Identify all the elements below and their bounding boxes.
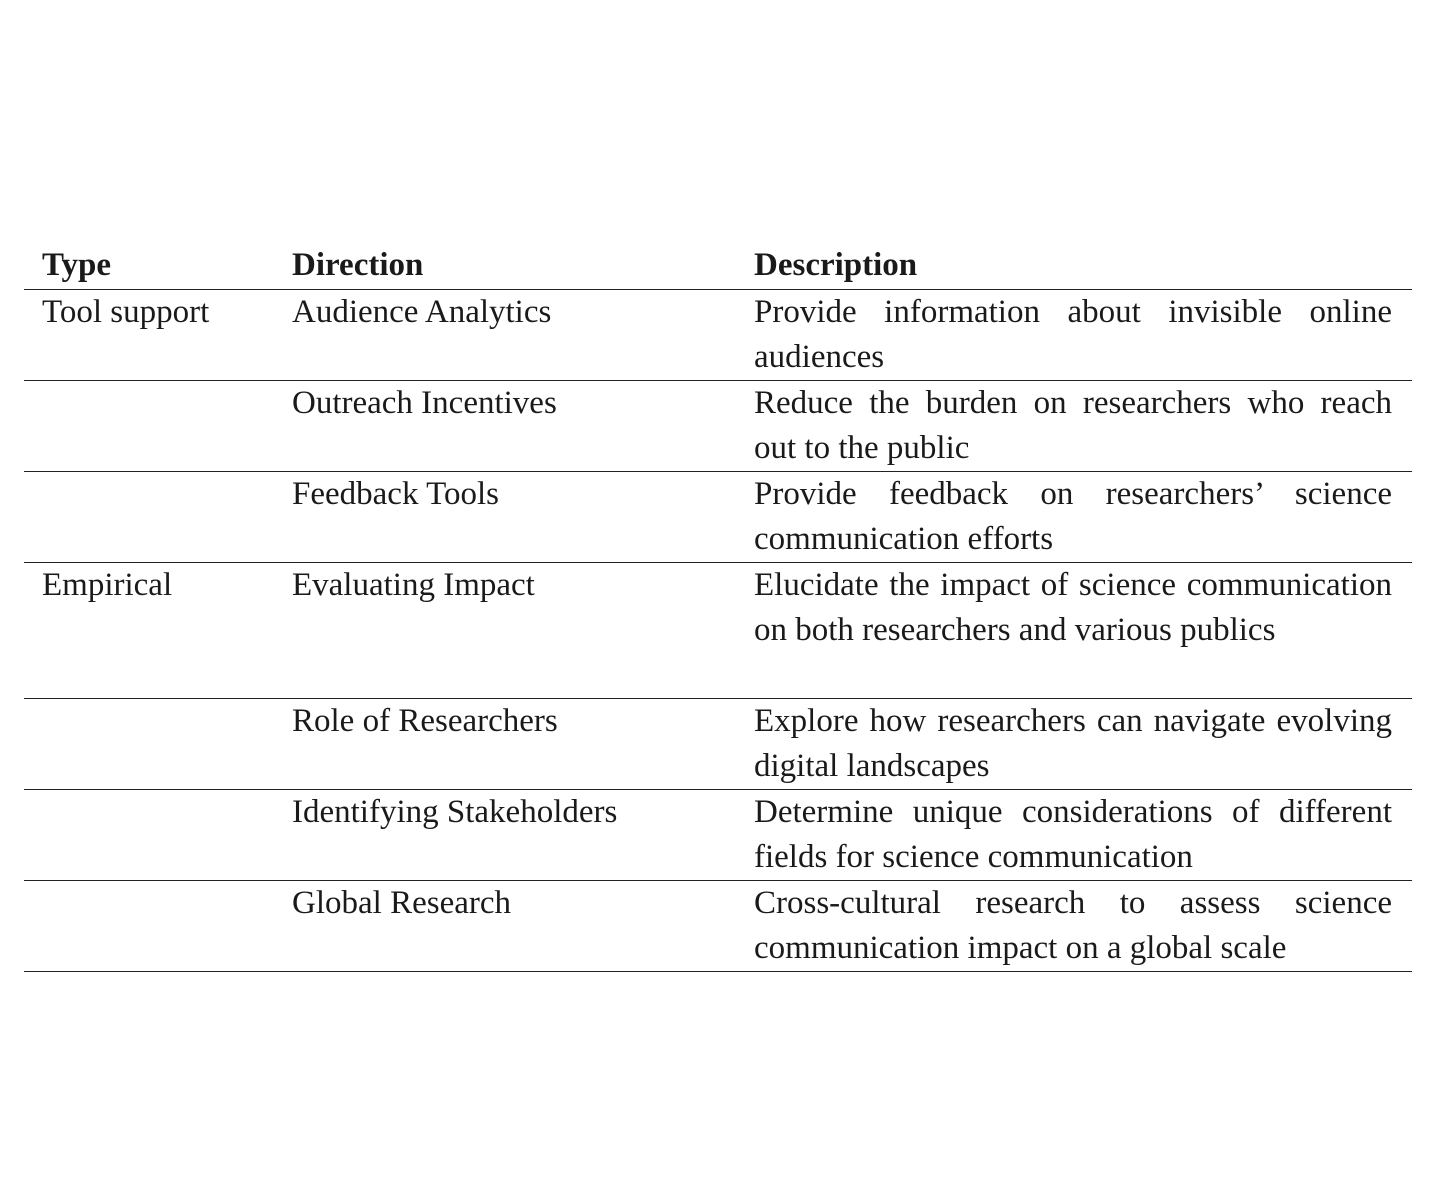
- direction-cell: Outreach Incentives: [274, 381, 736, 472]
- table-row: [24, 563, 1412, 699]
- table-row: [24, 699, 1412, 790]
- description-cell: Provide feedback on researchers’ science communication efforts: [736, 472, 1412, 563]
- direction-cell: Feedback Tools: [274, 472, 736, 563]
- table-row: [24, 790, 1412, 881]
- table-row: [24, 290, 1412, 381]
- type-cell: Empirical: [24, 563, 274, 699]
- type-cell: [24, 881, 274, 972]
- type-cell: Tool support: [24, 290, 274, 381]
- column-header-description: Description: [736, 243, 1412, 290]
- description-cell: Elucidate the impact of science communication on both researchers and various publics: [736, 563, 1412, 699]
- table-header: [24, 243, 1412, 290]
- column-header-direction: Direction: [274, 243, 736, 290]
- description-cell: Provide information about invisible online audiences: [736, 290, 1412, 381]
- direction-cell: Global Research: [274, 881, 736, 972]
- direction-cell: Audience Analytics: [274, 290, 736, 381]
- table-row: [24, 881, 1412, 972]
- direction-cell: Role of Researchers: [274, 699, 736, 790]
- type-cell: [24, 699, 274, 790]
- column-header-type: Type: [24, 243, 274, 290]
- direction-cell: Identifying Stakeholders: [274, 790, 736, 881]
- type-cell: [24, 472, 274, 563]
- type-cell: [24, 381, 274, 472]
- research-directions-table-container: [24, 243, 1412, 972]
- research-directions-table: [24, 243, 1412, 972]
- table-row: [24, 472, 1412, 563]
- description-cell: Cross-cultural research to assess science communication impact on a global scale: [736, 881, 1412, 972]
- table-body: [24, 290, 1412, 972]
- description-cell: Determine unique considerations of different fields for science communication: [736, 790, 1412, 881]
- type-cell: [24, 790, 274, 881]
- table-row: [24, 381, 1412, 472]
- direction-cell: Evaluating Impact: [274, 563, 736, 699]
- header-row: [24, 243, 1412, 290]
- description-cell: Explore how researchers can navigate evolving digital landscapes: [736, 699, 1412, 790]
- description-cell: Reduce the burden on researchers who reach out to the public: [736, 381, 1412, 472]
